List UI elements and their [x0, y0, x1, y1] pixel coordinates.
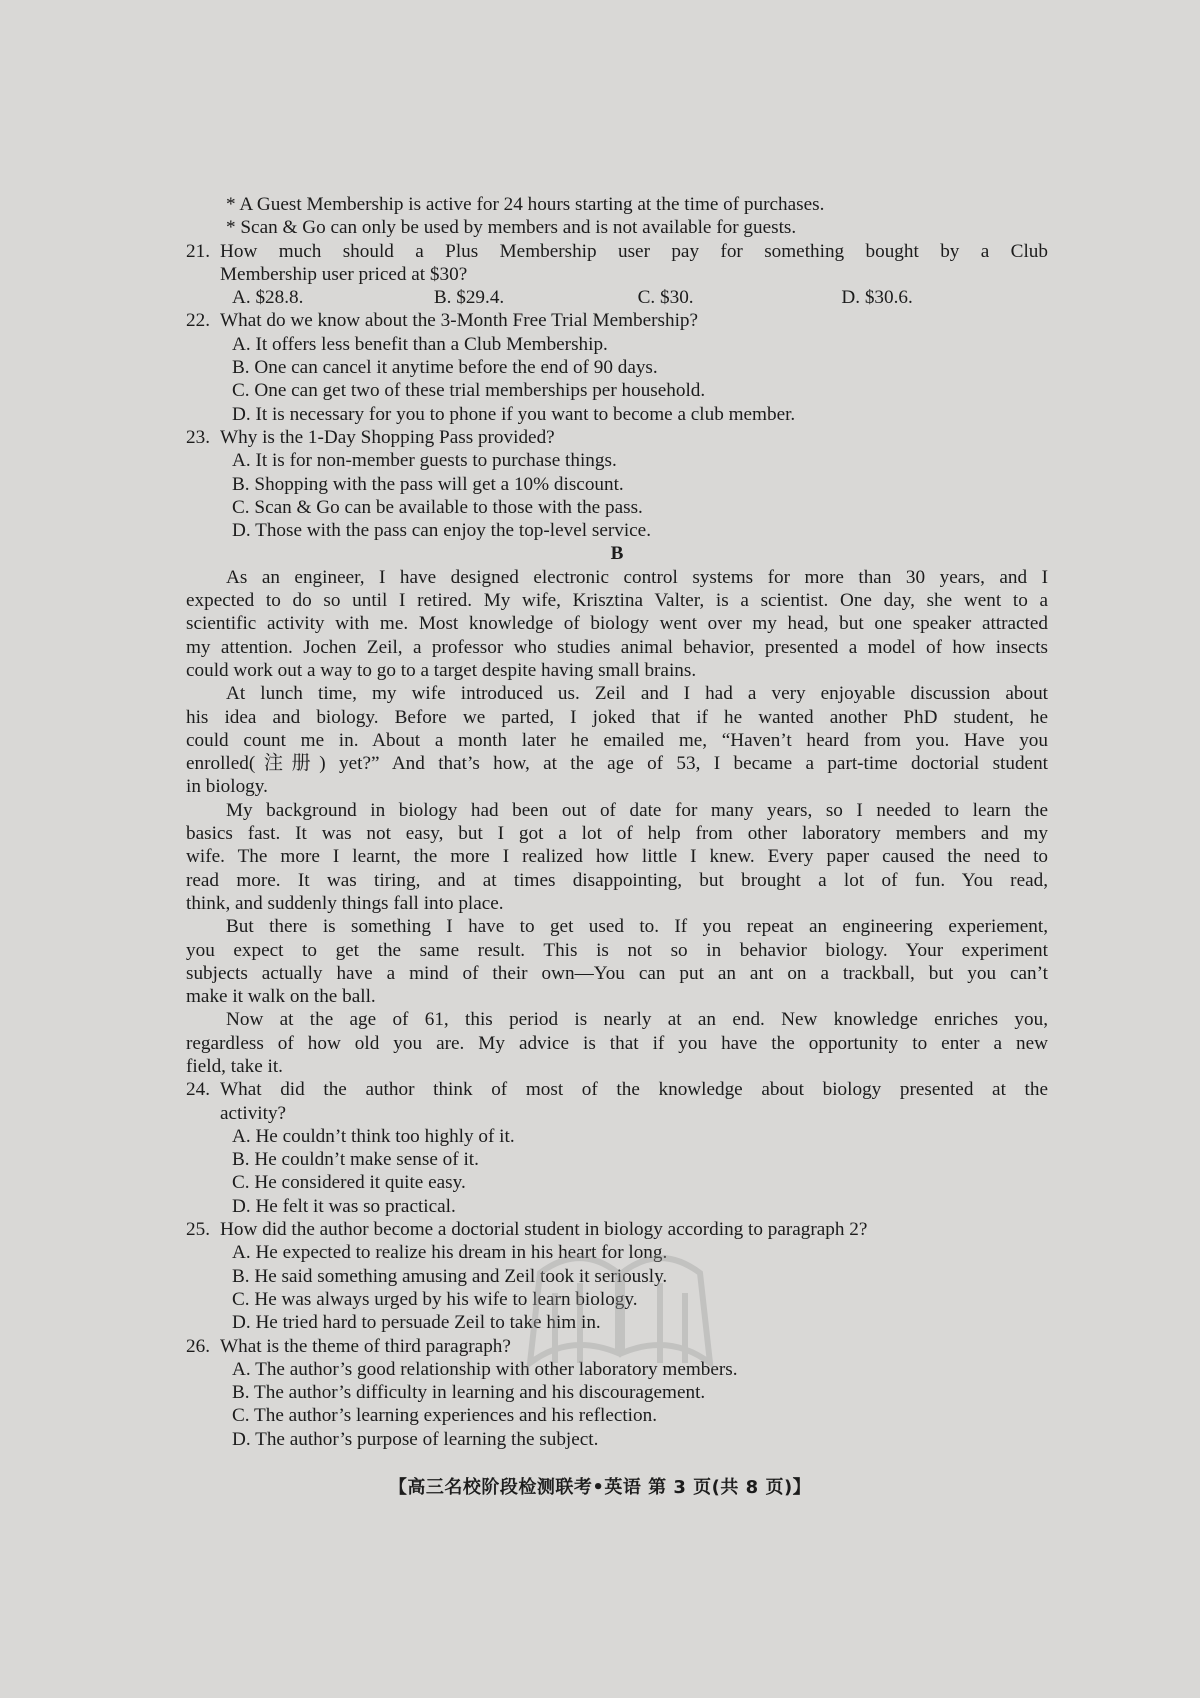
page-footer: 【高三名校阶段检测联考•英语 第 3 页(共 8 页)】	[388, 1477, 812, 1498]
option-c: C. Scan & Go can be available to those with the pass.	[232, 496, 643, 518]
option-b: B. The author’s difficulty in learning and his discouragement.	[232, 1382, 706, 1404]
passage-line: My background in biology had been out of date for many years, so I needed to learn the	[226, 799, 1048, 821]
passage-line: make it walk on the ball.	[186, 986, 376, 1008]
question-number: 26.	[186, 1335, 210, 1357]
option-b: B. Shopping with the pass will get a 10% discount.	[232, 473, 624, 495]
question-text-continued: activity?	[220, 1102, 287, 1124]
passage-line: enrolled(注册) yet?” And that’s how, at the age of 53, I became a part-time doctorial student	[186, 753, 1048, 775]
question-text: What do we know about the 3-Month Free Trial Membership?	[220, 310, 699, 332]
option-a: A. He expected to realize his dream in his heart for long.	[232, 1242, 668, 1264]
passage-line: could count me in. About a month later he emailed me, “Haven’t heard from you. Have you	[186, 729, 1048, 751]
option-d: D. Those with the pass can enjoy the top-level service.	[232, 520, 651, 542]
option-c: C. He considered it quite easy.	[232, 1172, 466, 1194]
question-number: 21.	[186, 240, 210, 262]
option-b: B. One can cancel it anytime before the end of 90 days.	[232, 357, 658, 379]
question-number: 24.	[186, 1079, 210, 1101]
passage-paragraph-3	[186, 799, 1048, 915]
passage-line: read more. It was tiring, and at times disappointing, but brought a lot of fun. You read,	[186, 869, 1048, 891]
option-c: C. He was always urged by his wife to learn biology.	[232, 1288, 638, 1310]
option-d: D. It is necessary for you to phone if you want to become a club member.	[232, 403, 796, 425]
option-a: A. It is for non-member guests to purchase things.	[232, 450, 617, 472]
option-d: D. $30.6.	[841, 287, 913, 309]
option-a: A. He couldn’t think too highly of it.	[232, 1125, 515, 1147]
option-c: C. One can get two of these trial memberships per household.	[232, 380, 706, 402]
question-number: 22.	[186, 310, 210, 332]
option-b: B. $29.4.	[433, 287, 505, 309]
passage-line: my attention. Jochen Zeil, a professor who studies animal behavior, presented a model of how insects	[186, 636, 1048, 658]
option-c: C. $30.	[637, 287, 694, 309]
question-text: What is the theme of third paragraph?	[220, 1335, 511, 1357]
option-a: A. $28.8.	[232, 287, 304, 309]
passage-line: think, and suddenly things fall into place.	[186, 892, 504, 914]
passage-line: you expect to get the same result. This is not so in behavior biology. Your experiment	[186, 939, 1048, 961]
passage-line: field, take it.	[186, 1055, 283, 1077]
passage-paragraph-5	[186, 1008, 1048, 1078]
question-21-options	[186, 286, 1048, 309]
passage-line: basics fast. It was not easy, but I got a lot of help from other laboratory members and my	[186, 823, 1048, 845]
question-22	[186, 309, 1048, 332]
passage-paragraph-1	[186, 566, 1048, 682]
option-d: D. The author’s purpose of learning the subject.	[232, 1428, 599, 1450]
passage-line: scientific activity with me. Most knowledge of biology went over my head, but one speaker attracted	[186, 613, 1048, 635]
passage-line: Now at the age of 61, this period is nearly at an end. New knowledge enriches you,	[226, 1009, 1048, 1031]
question-24	[186, 1078, 1048, 1101]
passage-line: At lunch time, my wife introduced us. Zeil and I had a very enjoyable discussion about	[226, 683, 1048, 705]
question-text: Why is the 1-Day Shopping Pass provided?	[220, 426, 555, 448]
passage-paragraph-4	[186, 915, 1048, 1008]
passage-line: wife. The more I learnt, the more I realized how little I knew. Every paper caused the need to	[186, 846, 1048, 868]
question-number: 23.	[186, 426, 210, 448]
passage-paragraph-2	[186, 682, 1048, 798]
section-label: B	[610, 543, 624, 565]
passage-line: subjects actually have a mind of their own—You can put an ant on a trackball, but you can’t	[186, 962, 1048, 984]
note-scan-and-go: * Scan & Go can only be used by members and is not available for guests.	[226, 217, 797, 239]
option-a: A. It offers less benefit than a Club Membership.	[232, 333, 608, 355]
passage-line: in biology.	[186, 776, 268, 798]
passage-line: could work out a way to go to a target despite having small brains.	[186, 659, 697, 681]
option-d: D. He felt it was so practical.	[232, 1195, 456, 1217]
option-a: A. The author’s good relationship with other laboratory members.	[232, 1358, 738, 1380]
question-text: What did the author think of most of the knowledge about biology presented at the	[220, 1079, 1048, 1101]
passage-line: regardless of how old you are. My advice is that if you have the opportunity to enter a new	[186, 1032, 1048, 1054]
option-c: C. The author’s learning experiences and his reflection.	[232, 1405, 658, 1427]
passage-line: expected to do so until I retired. My wife, Krisztina Valter, is a scientist. One day, she went to a	[186, 590, 1048, 612]
question-text: How much should a Plus Membership user pay for something bought by a Club	[220, 240, 1048, 262]
book-watermark-icon	[510, 1213, 730, 1383]
question-23	[186, 426, 1048, 449]
option-b: B. He said something amusing and Zeil took it seriously.	[232, 1265, 668, 1287]
question-number: 25.	[186, 1219, 210, 1241]
option-b: B. He couldn’t make sense of it.	[232, 1149, 479, 1171]
question-text: How did the author become a doctorial student in biology according to paragraph 2?	[220, 1219, 868, 1241]
passage-line: his idea and biology. Before we parted, I joked that if he wanted another PhD student, he	[186, 706, 1048, 728]
passage-line: As an engineer, I have designed electronic control systems for more than 30 years, and I	[226, 566, 1048, 588]
note-guest-membership: * A Guest Membership is active for 24 hours starting at the time of purchases.	[226, 194, 825, 215]
question-21	[186, 240, 1048, 263]
passage-line: But there is something I have to get used to. If you repeat an engineering experiement,	[226, 916, 1048, 938]
option-d: D. He tried hard to persuade Zeil to take him in.	[232, 1312, 601, 1334]
question-text-continued: Membership user priced at $30?	[220, 263, 468, 285]
